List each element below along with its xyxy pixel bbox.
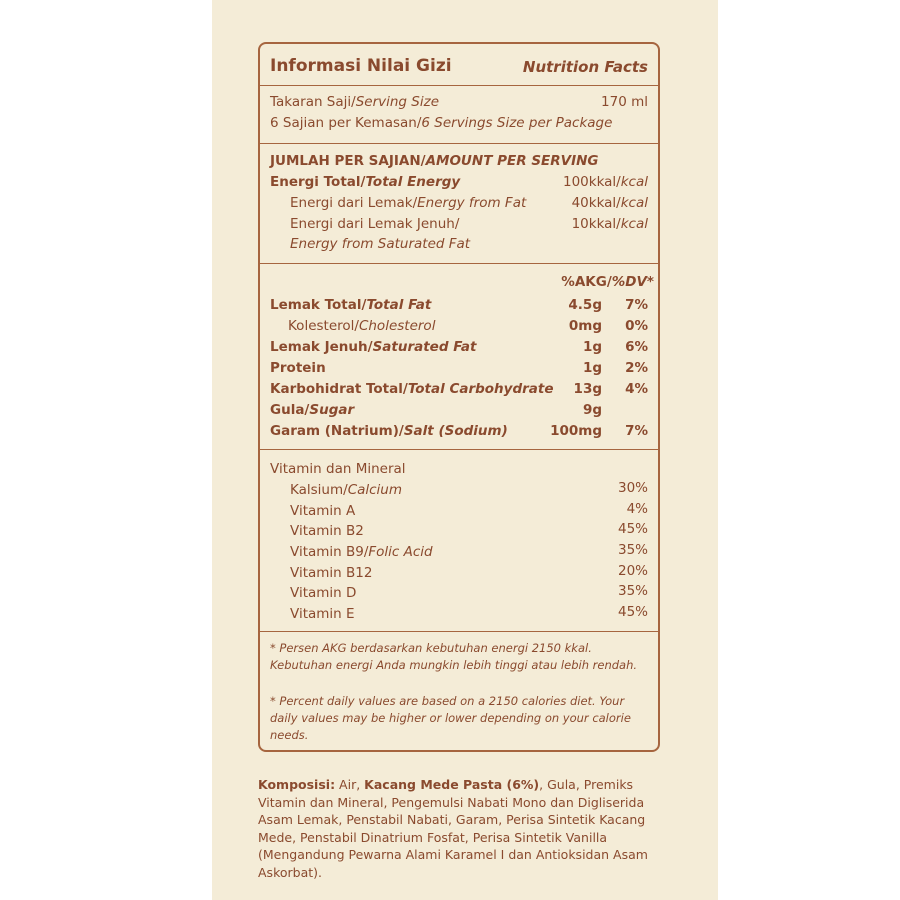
nutrient-percent: 4% <box>625 381 648 397</box>
energy-from-saturated-fat-label: Energi dari Lemak Jenuh/ <box>290 216 460 232</box>
energy-from-saturated-fat-value: 10kkal/kcal <box>571 216 648 232</box>
vitamin-label-b12: Vitamin B12 <box>290 565 373 581</box>
vitamin-label-b2: Vitamin B2 <box>290 523 364 539</box>
vitamin-label-e: Vitamin E <box>290 606 355 622</box>
nutrition-facts-label <box>258 42 660 752</box>
dv-column-header: %AKG/%DV* <box>561 274 654 290</box>
footnote-indonesian: * Persen AKG berdasarkan kebutuhan energi 2150 kkal. Kebutuhan energi Anda mungkin lebih tinggi atau lebih rendah. <box>270 641 638 672</box>
energy-from-fat-label: Energi dari Lemak/Energy from Fat <box>290 195 527 211</box>
nutrient-percent: 2% <box>625 360 648 376</box>
vitamin-percent: 4% <box>626 501 648 517</box>
nutrient-label-cholesterol: Kolesterol/Cholesterol <box>288 318 436 334</box>
footnote-english: * Percent daily values are based on a 2150 calories diet. Your daily values may be higher or lower depending on your calorie needs. <box>270 694 631 742</box>
nutrient-percent: 7% <box>625 297 648 313</box>
divider <box>260 631 658 632</box>
ingredients-text: Komposisi: Air, Kacang Mede Pasta (6%), Gula, Premiks Vitamin dan Mineral, Pengemulsi Nabati Mono dan Digliserida Asam Lemak, Penstabil Nabati, Garam, Perisa Sintetik Kacang Mede, Penstabil Dinatrium Fosfat, Perisa Sintetik Vanilla (Mengandung Pewarna Alami Karamel I dan Antioksidan Asam Askorbat). <box>258 777 648 880</box>
nutrient-amount: 1g <box>582 339 602 355</box>
vitamin-percent: 45% <box>617 521 648 537</box>
nutrient-percent: 7% <box>625 423 648 439</box>
nutrient-amount: 1g <box>582 360 602 376</box>
nutrient-label-protein: Protein <box>270 360 326 376</box>
vitamin-percent: 20% <box>617 563 648 579</box>
divider <box>260 143 658 144</box>
energy-total-value: 100kkal/kcal <box>562 174 648 190</box>
divider <box>260 449 658 450</box>
nutrient-label-sugar: Gula/Sugar <box>270 402 355 418</box>
serving-size-label: Takaran Saji/Serving Size <box>270 94 439 110</box>
nutrient-label-saturated-fat: Lemak Jenuh/Saturated Fat <box>270 339 477 355</box>
title-indonesian: Informasi Nilai Gizi <box>270 56 452 76</box>
vitamin-label-d: Vitamin D <box>290 585 357 601</box>
vitamin-label-calcium: Kalsium/Calcium <box>290 482 403 498</box>
nutrient-amount: 100mg <box>550 423 602 439</box>
vitamin-percent: 35% <box>617 583 648 599</box>
nutrient-label-total-carbohydrate: Karbohidrat Total/Total Carbohydrate <box>270 381 554 397</box>
nutrient-amount: 13g <box>573 381 602 397</box>
energy-total-label: Energi Total/Total Energy <box>270 174 461 190</box>
vitamin-percent: 30% <box>617 480 648 496</box>
vitamin-label-b9: Vitamin B9/Folic Acid <box>290 544 433 560</box>
energy-from-saturated-fat-label-en: Energy from Saturated Fat <box>290 236 471 252</box>
nutrient-amount: 0mg <box>568 318 602 334</box>
amount-per-serving-heading: JUMLAH PER SAJIAN/AMOUNT PER SERVING <box>270 153 599 169</box>
serving-size-value: 170 ml <box>601 94 648 110</box>
vitamins-heading: Vitamin dan Mineral <box>270 461 406 477</box>
vitamin-percent: 45% <box>617 604 648 620</box>
vitamin-percent: 35% <box>617 542 648 558</box>
divider <box>260 85 658 86</box>
nutrient-amount: 9g <box>582 402 602 418</box>
divider <box>260 263 658 264</box>
ingredients-label: Komposisi: <box>258 777 336 792</box>
nutrient-percent: 0% <box>625 318 648 334</box>
nutrient-percent: 6% <box>625 339 648 355</box>
servings-per-package: 6 Sajian per Kemasan/6 Servings Size per Package <box>270 115 613 131</box>
nutrient-label-salt: Garam (Natrium)/Salt (Sodium) <box>270 423 508 439</box>
energy-from-fat-value: 40kkal/kcal <box>571 195 648 211</box>
nutrient-label-total-fat: Lemak Total/Total Fat <box>270 297 432 313</box>
title-english: Nutrition Facts <box>522 58 648 76</box>
ingredients-highlight: Kacang Mede Pasta (6%) <box>364 777 540 792</box>
vitamin-label-a: Vitamin A <box>290 503 356 519</box>
nutrient-amount: 4.5g <box>568 297 602 313</box>
